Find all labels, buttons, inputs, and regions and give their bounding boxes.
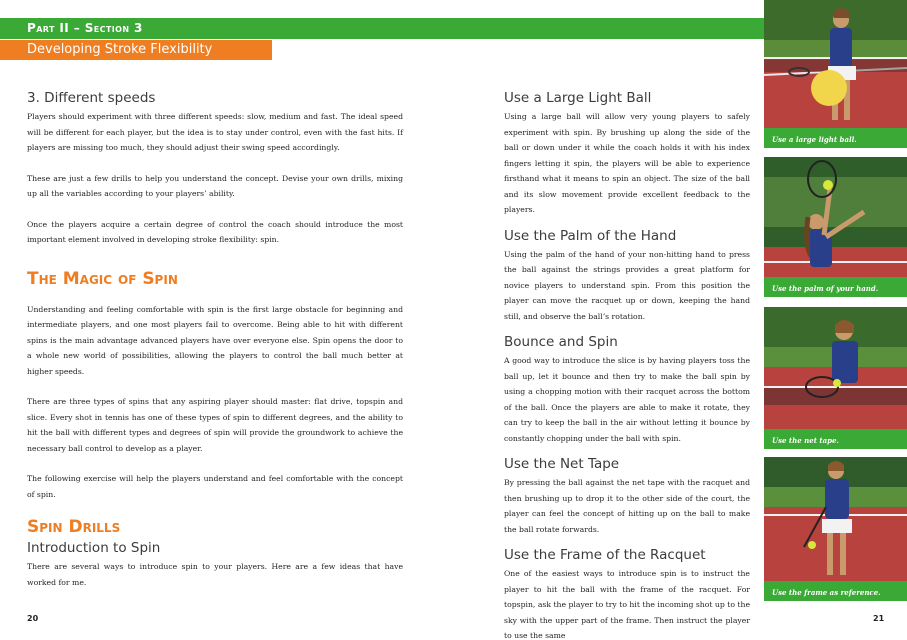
- left-column: [27, 90, 403, 590]
- section-title: Developing Stroke Flexibility: [27, 42, 213, 57]
- bounce-heading: Bounce and Spin: [504, 334, 618, 350]
- photo-palm: [764, 157, 907, 297]
- spin-drills-heading: Spin Drills: [27, 517, 121, 537]
- photo-frame: [764, 457, 907, 601]
- magic-paragraph-3: The following exercise will help the players understand and feel comfortable with the concept of spin.: [27, 474, 403, 499]
- palm-heading: Use the Palm of the Hand: [504, 227, 677, 244]
- page-number-right: 21: [873, 614, 885, 623]
- frame-heading: Use the Frame of the Racquet: [504, 547, 706, 563]
- section-header-bar: [0, 40, 272, 60]
- large-ball-paragraph: Using a large ball will allow very young players to safely experiment with spin. By brushing up along the side of the ball or down under it while the coach holds it with his index fingers letting it spin, the players will be able to experience firsthand what it means to spin an object. The size of the ball and its slow movement provide excellent feedback to the players.: [504, 112, 750, 214]
- intro-to-spin-heading: Introduction to Spin: [27, 540, 161, 556]
- part-header-bar: [0, 18, 764, 39]
- large-ball-heading: Use a Large Light Ball: [504, 90, 652, 106]
- speeds-heading: 3. Different speeds: [27, 90, 156, 106]
- magic-paragraph-2: There are three types of spins that any aspiring player should master: flat drive, topspin and slice. Every shot in tennis has one of these types of spin to different degrees, and the ability to hit the ball with different types and degrees of spin will provide the groundwork to achieve the necessary ball control to develop as a player.: [27, 397, 403, 453]
- photo-caption-3: Use the net tape.: [772, 436, 839, 445]
- palm-paragraph: Using the palm of the hand of your non-hitting hand to press the ball against the strings provides a great platform for novice players to understand spin. From this position the player can move the racquet up or down, keeping the hand still, and observe the ball’s rotation.: [504, 249, 750, 321]
- photo-caption-2: Use the palm of your hand.: [772, 284, 879, 293]
- bounce-paragraph: A good way to introduce the slice is by having players toss the ball up, let it bounce and then try to make the ball spin by using a chopping motion with their racquet across the bottom of the ball. Once the players are able to make it rotate, they can try to keep the ball in the air without letting it bounce by constantly chopping under the ball with spin.: [504, 356, 750, 443]
- photo-caption-4: Use the frame as reference.: [772, 588, 881, 597]
- speeds-paragraph-3: Once the players acquire a certain degree of control the coach should introduce the most important element involved in developing stroke flexibility: spin.: [27, 219, 403, 244]
- net-tape-paragraph: By pressing the ball against the net tape with the racquet and then brushing up to drop it to the other side of the court, the player can feel the concept of hitting up on the ball to make the ball rotate forwards.: [504, 478, 750, 534]
- magic-of-spin-heading: The Magic of Spin: [27, 268, 178, 289]
- photo-large-ball: [764, 0, 907, 148]
- net-tape-heading: Use the Net Tape: [504, 456, 620, 472]
- speeds-paragraph-1: Players should experiment with three different speeds: slow, medium and fast. The ideal speed will be different for each player, but the idea is to stay under control, even with the fast hits. If players are missing too much, they should adjust their swing speed accordingly.: [27, 112, 403, 152]
- photo-caption-1: Use a large light ball.: [772, 135, 857, 144]
- photo-net-tape: [764, 307, 907, 449]
- magic-paragraph-1: Understanding and feeling comfortable with spin is the first large obstacle for beginning and intermediate players, and one most players fail to overcome. Being able to hit with different spins is the main advantage advanced players have over everyone else. Spin opens the door to a whole new world of possibilities, allowing the players to control the ball much better at higher speeds.: [27, 304, 403, 376]
- intro-paragraph: There are several ways to introduce spin to your players. Here are a few ideas that have worked for me.: [27, 562, 403, 587]
- speeds-paragraph-2: These are just a few drills to help you understand the concept. Devise your own drills, mixing up all the variables according to your players’ ability.: [27, 173, 403, 198]
- part-title: Part II – Section 3: [27, 21, 143, 35]
- frame-paragraph: One of the easiest ways to introduce spin is to instruct the player to hit the ball with the frame of the racquet. For topspin, ask the player to try to hit the incoming shot up to the sky with the upper part of the frame. Then instruct the player to use the same: [504, 569, 750, 640]
- page-number-left: 20: [27, 614, 39, 623]
- right-column: [504, 90, 750, 640]
